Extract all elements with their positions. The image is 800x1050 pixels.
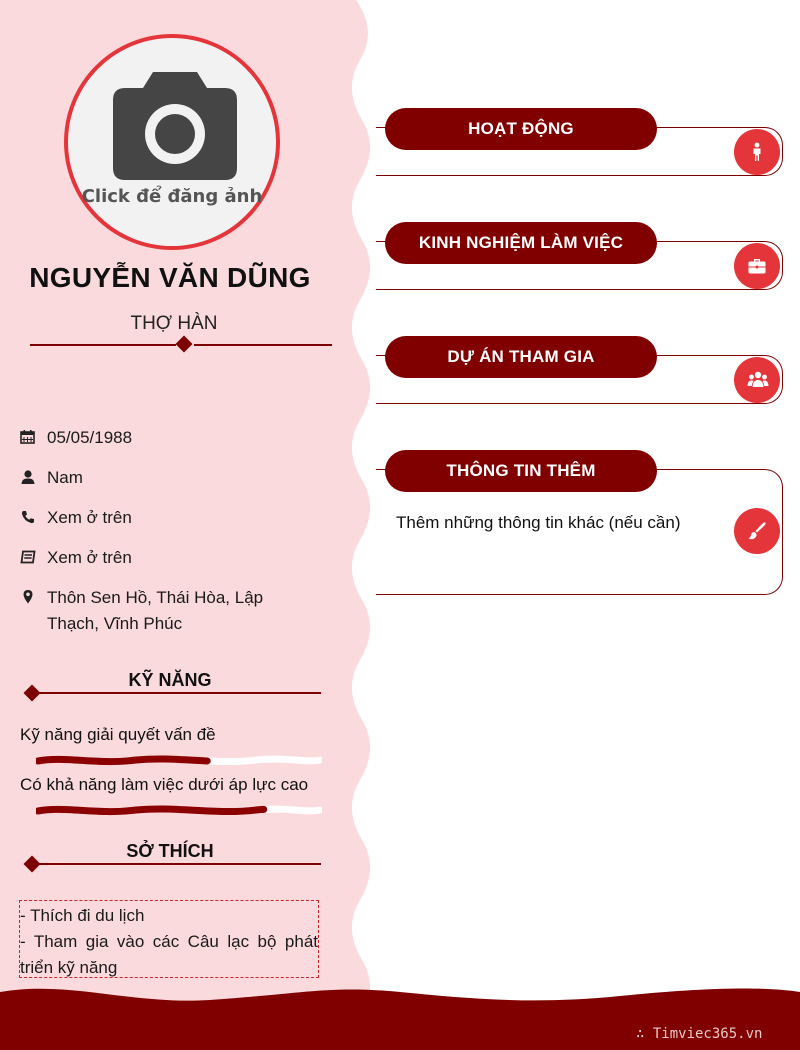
phone-value: Xem ở trên xyxy=(47,508,132,527)
hobbies-divider xyxy=(36,863,321,865)
skill-name: Kỹ năng giải quyết vấn đề xyxy=(20,725,216,744)
person-icon xyxy=(20,469,36,485)
phone-icon xyxy=(20,509,36,525)
briefcase-icon xyxy=(747,256,767,276)
additional-info-text[interactable]: Thêm những thông tin khác (nếu cần) xyxy=(396,513,681,532)
profile-photo-upload[interactable] xyxy=(64,34,280,250)
skill-name: Có khả năng làm việc dưới áp lực cao xyxy=(20,775,309,794)
section-additional-info-icon-badge xyxy=(734,508,780,554)
skills-title: KỸ NĂNG xyxy=(128,670,212,690)
section-experience-header: KINH NGHIỆM LÀM VIỆC xyxy=(385,222,657,264)
section-activities-icon-badge xyxy=(734,129,780,175)
section-projects-header: DỰ ÁN THAM GIA xyxy=(385,336,657,378)
job-title: THỢ HÀN xyxy=(130,313,218,334)
email-value: Xem ở trên xyxy=(47,548,132,567)
group-icon xyxy=(747,370,769,390)
location-pin-icon xyxy=(20,589,36,605)
candidate-name: NGUYỄN VĂN DŨNG xyxy=(29,262,311,293)
birthday-value: 05/05/1988 xyxy=(47,428,133,447)
skills-divider xyxy=(36,692,321,694)
gender-value: Nam xyxy=(47,468,83,487)
hobby-line: - Thích đi du lịch xyxy=(20,906,145,925)
section-activities-header: HOẠT ĐỘNG xyxy=(385,108,657,150)
site-watermark: ∴ Timviec365.vn xyxy=(636,1026,763,1042)
skill-level-bar xyxy=(36,754,322,768)
camera-icon xyxy=(113,72,237,180)
calendar-icon xyxy=(20,429,36,445)
person-standing-icon xyxy=(747,142,767,162)
section-projects-icon-badge xyxy=(734,357,780,403)
skill-level-bar xyxy=(36,804,322,818)
paintbrush-icon xyxy=(747,521,767,541)
hobby-line: - Tham gia vào các Câu lạc bộ phát triển kỹ năng xyxy=(20,932,318,977)
photo-upload-caption: Click để đăng ảnh xyxy=(81,186,263,207)
hobbies-title: SỞ THÍCH xyxy=(126,841,214,861)
section-additional-info-header: THÔNG TIN THÊM xyxy=(385,450,657,492)
hobbies-box[interactable] xyxy=(19,900,319,978)
address-value: Thôn Sen Hồ, Thái Hòa, Lập Thạch, Vĩnh Phúc xyxy=(47,588,264,633)
title-divider-right xyxy=(194,344,332,346)
section-experience-icon-badge xyxy=(734,243,780,289)
email-icon xyxy=(20,549,36,565)
title-divider-left xyxy=(30,344,176,346)
